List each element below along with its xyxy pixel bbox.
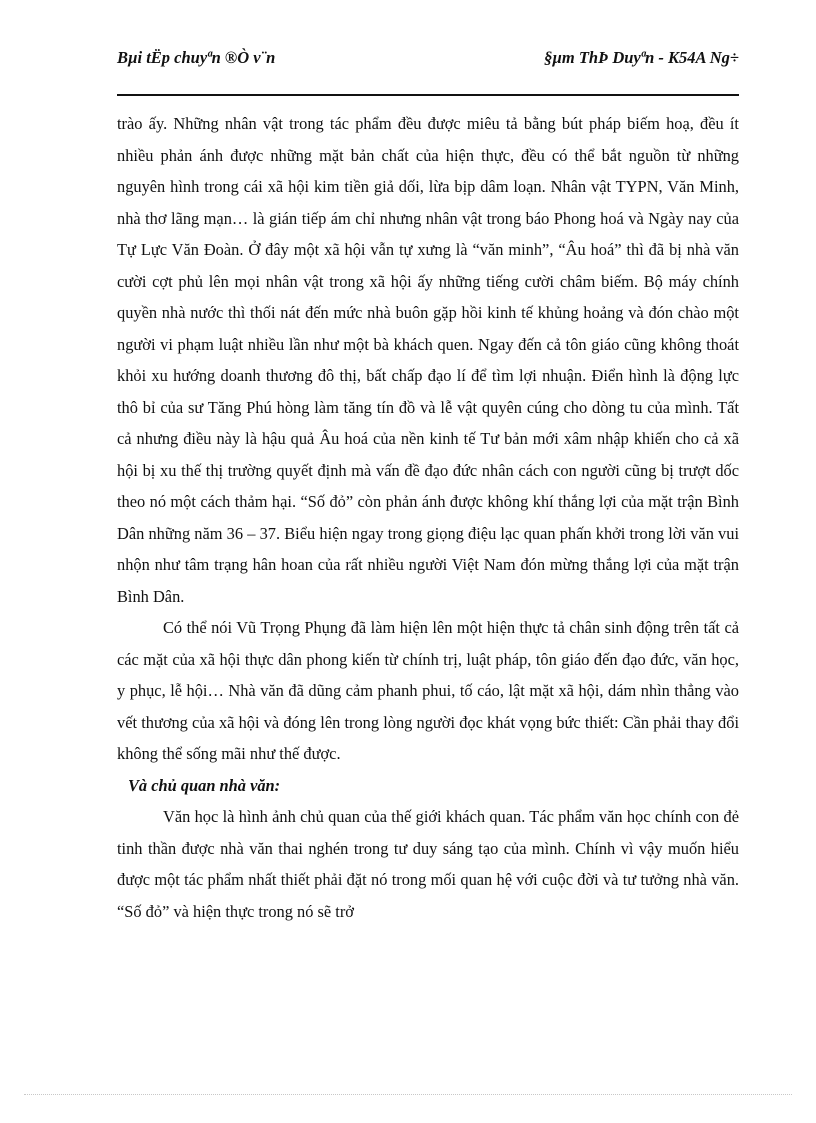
paragraph-author-subjectivity: Văn học là hình ảnh chủ quan của thế giới khách quan. Tác phẩm văn học chính con đẻ tinh thần được nhà văn thai nghén trong tư duy sáng tạo của mình. Chính vì vậy muốn hiểu được một tác phẩm nhất thiết phải đặt nó trong mối quan hệ với cuộc đời và tư tưởng nhà văn. “Số đỏ” và hiện thực trong nó sẽ trở xyxy=(117,807,739,921)
paragraph-continuation: trào ấy. Những nhân vật trong tác phẩm đều được miêu tả bằng bút pháp biếm hoạ, đều ít nhiều phản ánh được những mặt bản chất của hiện thực, đều có thể bắt nguồn từ những nguyên hình trong cái xã hội kim tiền giả dối, lừa bịp dâm loạn. Nhân vật TYPN, Văn Minh, nhà thơ lãng mạn… là gián tiếp ám chỉ nhưng nhân vật trong báo Phong hoá và Ngày nay của Tự Lực Văn Đoàn. Ở đây một xã hội vẫn tự xưng là “văn minh”, “Âu hoá” thì đã bị nhà văn cười cợt phủ lên mọi nhân vật trong xã hội ấy những tiếng cười châm biếm. Bộ máy chính quyền nhà nước thì thối nát đến mức nhà buôn gặp hồi kinh tế khủng hoảng và đón chào một người vi phạm luật nhiều lần như một bà khách quen. Ngay đến cả tôn giáo cũng không thoát khỏi xu hướng doanh thương đô thị, bất chấp đạo lí để tìm lợi nhuận. Điển hình là động lực thô bỉ của sư Tăng Phú hòng làm tăng tín đồ và lễ vật quyên cúng cho dòng tu của mình. Tất cả nhưng điều này là hậu quả Âu hoá của nền kinh tế Tư bản mới xâm nhập khiến cho cả xã hội bị xu thế thị trường quyết định mà vấn đề đạo đức nhân cách con người cũng bị trượt dốc theo nó một cách thảm hại. “Số đỏ” còn phản ánh được không khí thắng lợi của mặt trận Bình Dân những năm 36 – 37. Biểu hiện ngay trong giọng điệu lạc quan phấn khởi trong lời văn vui nhộn như tâm trạng hân hoan của rất nhiều người Việt Nam đón mừng thắng lợi của mặt trận Bình Dân. xyxy=(117,114,739,606)
page-header xyxy=(117,48,739,96)
header-course-title: Bµi tËp chuyªn ®Ò v¨n xyxy=(117,48,276,67)
header-author: §µm ThÞ Duyªn - K54A Ng÷ xyxy=(544,48,739,67)
paragraph-summary: Có thể nói Vũ Trọng Phụng đã làm hiện lên một hiện thực tả chân sinh động trên tất cả các mặt của xã hội thực dân phong kiến từ chính trị, luật pháp, tôn giáo đến đạo đức, văn học, y phục, lễ hội… Nhà văn đã dũng cảm phanh phui, tố cáo, lật mặt xã hội, dám nhìn thẳng vào vết thương của xã hội và đóng lên trong lòng người đọc khát vọng bức thiết: Cần phải thay đổi không thể sống mãi như thế được. xyxy=(117,618,739,763)
section-subheading: Và chủ quan nhà văn: xyxy=(128,775,281,795)
body-text xyxy=(117,108,739,927)
page-bottom-divider xyxy=(24,1094,792,1095)
